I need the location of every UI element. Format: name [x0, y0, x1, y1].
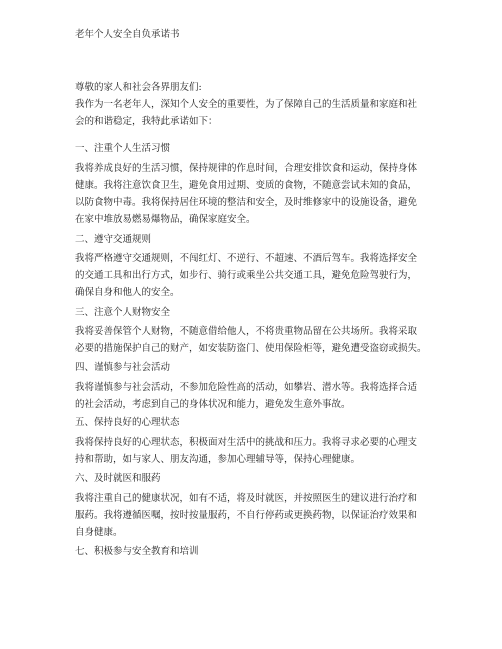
body-line: 以防食物中毒。我将保持居住环境的整洁和安全，及时维修家中的设施设备，避免	[75, 197, 418, 208]
body-line: 必要的措施保护自己的财产，如安装防盗门、使用保险柜等，避免遭受盗窃或损失。	[75, 343, 427, 354]
section-heading-1: 一、注重个人生活习惯	[75, 143, 171, 154]
section-heading-7: 七、积极参与安全教育和培训	[75, 546, 199, 557]
body-line: 我将妥善保管个人财物，不随意借给他人，不将贵重物品留在公共场所。我将采取	[75, 326, 418, 337]
section-body-1	[75, 160, 435, 228]
intro-line: 会的和谐稳定，我特此承诺如下：	[75, 116, 218, 127]
section-body-2	[75, 250, 435, 301]
section-heading-4: 四、谨慎参与社会活动	[75, 362, 171, 373]
body-line: 健康。我将注意饮食卫生，避免食用过期、变质的食物，不随意尝试未知的食品，	[75, 180, 418, 191]
section-body-5	[75, 434, 435, 468]
body-line: 的社会活动，考虑到自己的身体状况和能力，避免发生意外事故。	[75, 399, 351, 410]
section-body-4	[75, 379, 435, 413]
body-line: 持和帮助，如与家人、朋友沟通，参加心理辅导等，保持心理健康。	[75, 454, 361, 465]
section-body-6	[75, 490, 435, 541]
body-line: 自身健康。	[75, 527, 123, 538]
body-line: 我将严格遵守交通规则，不闯红灯、不逆行、不超速、不酒后驾车。我将选择安全	[75, 253, 418, 264]
body-line: 的交通工具和出行方式，如步行、骑行或乘坐公共交通工具，避免危险驾驶行为，	[75, 270, 418, 281]
body-line: 我将谨慎参与社会活动，不参加危险性高的活动，如攀岩、潜水等。我将选择合适	[75, 382, 418, 393]
section-heading-3: 三、注意个人财物安全	[75, 307, 171, 318]
section-heading-2: 二、遵守交通规则	[75, 234, 152, 245]
greeting-line: 尊敬的家人和社会各界朋友们:	[75, 82, 202, 93]
section-heading-6: 六、及时就医和服药	[75, 473, 161, 484]
intro-line: 我作为一名老年人，深知个人安全的重要性，为了保障自己的生活质量和家庭和社	[75, 99, 418, 110]
body-line: 确保自身和他人的安全。	[75, 287, 180, 298]
body-line: 服药。我将遵循医嘱，按时按量服药，不自行停药或更换药物，以保证治疗效果和	[75, 510, 418, 521]
document-title: 老年个人安全自负承诺书	[75, 29, 180, 40]
body-line: 我将注重自己的健康状况，如有不适，将及时就医，并按照医生的建议进行治疗和	[75, 493, 418, 504]
body-line: 我将养成良好的生活习惯，保持规律的作息时间，合理安排饮食和运动，保持身体	[75, 163, 418, 174]
section-heading-5: 五、保持良好的心理状态	[75, 417, 180, 428]
section-body-3	[75, 323, 435, 357]
intro-paragraph	[75, 96, 435, 130]
body-line: 在家中堆放易燃易爆物品，确保家庭安全。	[75, 214, 256, 225]
body-line: 我将保持良好的心理状态，积极面对生活中的挑战和压力。我将寻求必要的心理支	[75, 437, 418, 448]
